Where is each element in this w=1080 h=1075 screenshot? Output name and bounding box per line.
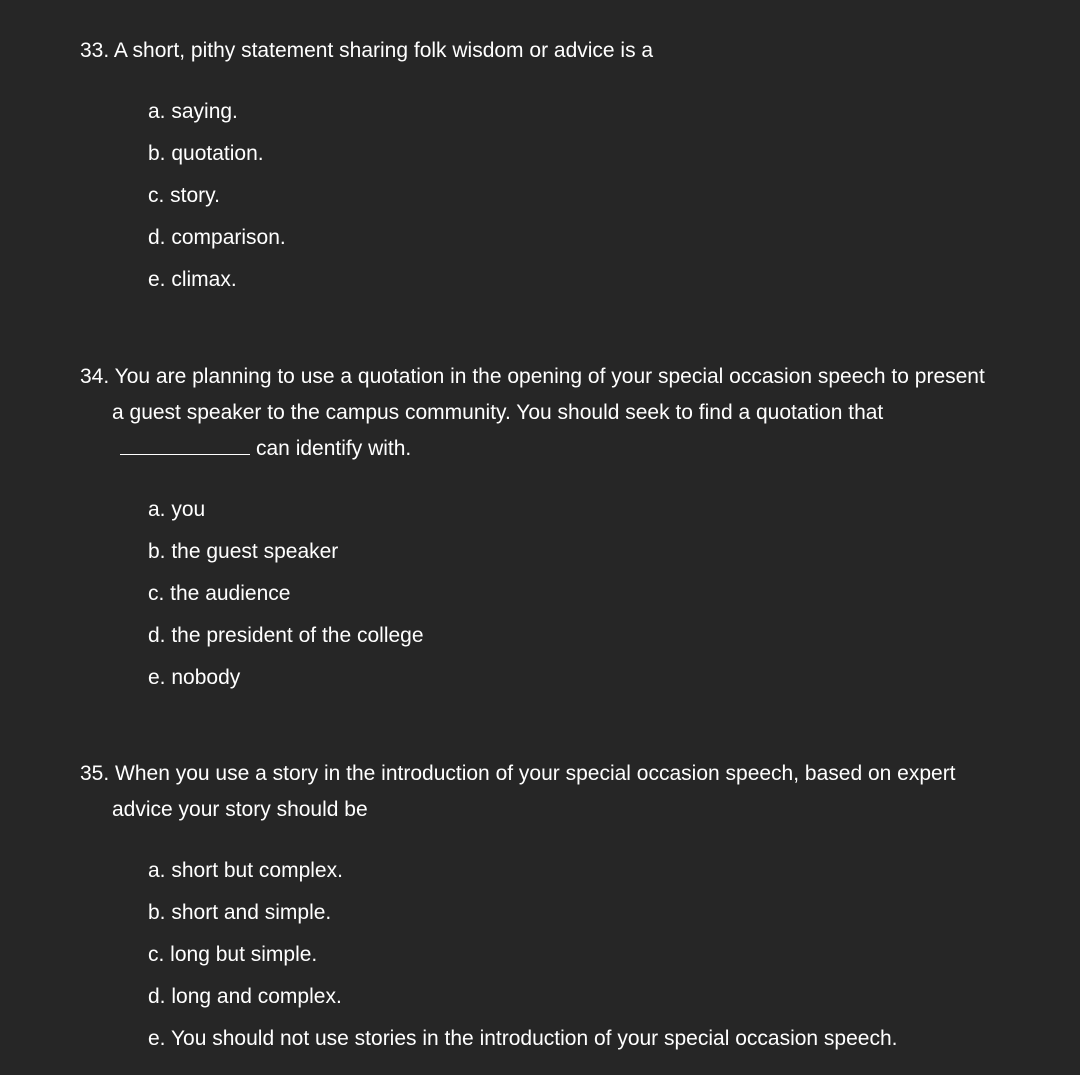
answer-options — [80, 91, 1000, 301]
option-c[interactable]: c. long but simple. — [148, 943, 318, 966]
question-stem-before-blank: 34. You are planning to use a quotation in the opening of your special occasion speech to present a guest speaker to the campus community. You should seek to find a quotation that — [80, 365, 985, 424]
option-b[interactable]: b. quotation. — [148, 142, 264, 165]
question-34 — [80, 359, 1000, 699]
question-33 — [80, 33, 1000, 301]
option-a[interactable]: a. short but complex. — [148, 859, 343, 882]
option-a[interactable]: a. you — [148, 498, 206, 521]
option-d[interactable]: d. comparison. — [148, 226, 286, 249]
question-stem — [80, 359, 1000, 467]
option-d[interactable]: d. long and complex. — [148, 985, 342, 1008]
option-a[interactable]: a. saying. — [148, 100, 238, 123]
option-e[interactable]: e. You should not use stories in the introduction of your special occasion speech. — [148, 1027, 898, 1050]
option-e[interactable]: e. nobody — [148, 666, 241, 689]
answer-options — [80, 850, 1000, 1060]
answer-options — [80, 489, 1000, 699]
question-35 — [80, 756, 1000, 1060]
option-c[interactable]: c. the audience — [148, 582, 291, 605]
option-b[interactable]: b. the guest speaker — [148, 540, 339, 563]
question-stem: 35. When you use a story in the introduction of your special occasion speech, based on expert advice your story should be — [80, 762, 956, 821]
fill-in-blank — [120, 436, 250, 455]
option-d[interactable]: d. the president of the college — [148, 624, 424, 647]
question-stem-after-blank: can identify with. — [256, 437, 412, 460]
question-stem: 33. A short, pithy statement sharing folk wisdom or advice is a — [80, 39, 654, 62]
option-e[interactable]: e. climax. — [148, 268, 237, 291]
option-c[interactable]: c. story. — [148, 184, 220, 207]
option-b[interactable]: b. short and simple. — [148, 901, 332, 924]
